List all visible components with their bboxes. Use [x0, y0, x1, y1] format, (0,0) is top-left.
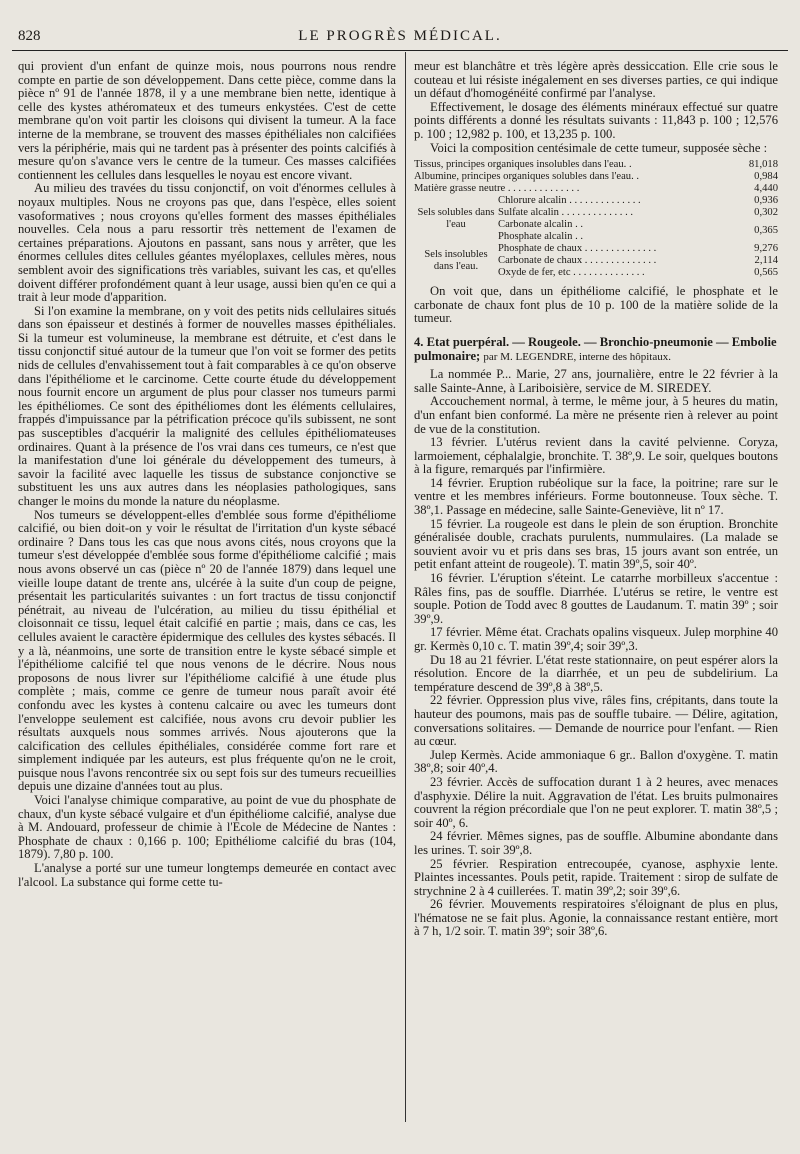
table-cell-label: Chlorure alcalin . . .	[498, 195, 734, 207]
table-cell-value: 0,984	[754, 171, 778, 183]
table-cell-value: 0,565	[754, 267, 778, 279]
paragraph: Effectivement, le dosage des éléments minéraux effectué sur quatre points différents a donné les résultats suivants : 11,843 p. 100 ; 12,576 p. 100 ; 12,982 p. 100, et 13,235 p. 100.	[414, 99, 778, 141]
paragraph: 13 février. L'utérus revient dans la cavité pelvienne. Coryza, larmoiement, céphalalgie, bronchite. T. 38º,9. Le soir, quelques boutons à la figure, remarqués par l'infirmière.	[414, 435, 778, 477]
journal-title: LE PROGRÈS MÉDICAL.	[298, 28, 502, 44]
paragraph: Julep Kermès. Acide ammoniaque 6 gr.. Ballon d'oxygène. T. matin 38º,8; soir 40º,4.	[414, 747, 778, 776]
table-cell-value: 0,302	[754, 207, 778, 219]
table-cell-label: Sulfate alcalin . . .	[498, 207, 734, 219]
table-cell-label: Phosphate alcalin . .	[498, 231, 584, 243]
right-column	[414, 60, 778, 939]
table-group-label: Sels insolubles dans l'eau.	[424, 249, 488, 273]
paragraph: meur est blanchâtre et très légère après dessiccation. Elle crie sous le couteau et lui résiste inégalement en ses diverses parties, ce qui indique un défaut d'homogénéité confirmé par l'analyse.	[414, 59, 778, 101]
table-row	[414, 195, 778, 207]
paragraph: 23 février. Accès de suffocation durant 1 à 2 heures, avec menaces d'asphyxie. Délire la nuit. Aggravation de l'état. Les bruits pulmonaires couvrent la région précordiale que l'on ne peut explorer. T. matin 38º,5 ; soir 40º, 6.	[414, 774, 778, 830]
table-row	[414, 171, 778, 183]
paragraph: 26 février. Mouvements respiratoires s'éloignant de plus en plus, l'hématose ne se fait plus. Agonie, la connaissance restant entière, mort à 7 h, 1/2 soir. T. matin 39º; soir 38º,6.	[414, 897, 778, 939]
paragraph: L'analyse a porté sur une tumeur longtemps demeurée en contact avec l'alcool. La substance qui forme cette tu-	[18, 861, 396, 889]
table-cell-label: Phosphate de chaux . . .	[498, 243, 734, 255]
table-cell-value: 0,936	[754, 195, 778, 207]
composition-table	[414, 159, 778, 279]
table-cell-label: Oxyde de fer, etc . . .	[498, 267, 734, 279]
paragraph: Accouchement normal, à terme, le même jour, à 5 heures du matin, d'un enfant bien conformé. La mère ne présente rien à relever au point de vue de la constitution.	[414, 394, 778, 436]
paragraph: On voit que, dans un épithéliome calcifié, le phosphate et le carbonate de chaux font plus de 10 p. 100 de la matière solide de la tumeur.	[414, 284, 778, 326]
page-number: 828	[18, 28, 41, 44]
column-divider	[405, 52, 406, 1122]
paragraph: 16 février. L'éruption s'éteint. Le catarrhe morbilleux s'accentue : Râles fins, pas de souffle. Diarrhée. L'utérus se retire, le ventre est souple. Potion de Todd avec 8 gouttes de Laudanum. T. matin 39º ; soir 39º,9.	[414, 571, 778, 626]
table-cell-label: Tissus, principes organiques insolubles dans l'eau. .	[414, 159, 632, 171]
paragraph: La nommée P... Marie, 27 ans, journalière, entre le 22 février à la salle Sainte-Anne, à Lariboisière, service de M. SIREDEY.	[414, 367, 778, 395]
table-cell-value: 2,114	[754, 255, 778, 267]
paragraph: Voici la composition centésimale de cette tumeur, supposée sèche :	[430, 140, 768, 155]
table-cell-value: 81,018	[748, 159, 778, 171]
paragraph: 15 février. La rougeole est dans le plein de son éruption. Bronchite généralisée double, crachats purulents, nummulaires. (La malade se souvient avoir vu et pris dans ses bras, 15 jours avant son entrée, un petit enfant atteint de rougeole). T. matin 39º,5, soir 40º.	[414, 516, 778, 572]
paragraph: Nos tumeurs se développent-elles d'emblée sous forme d'épithéliome calcifié, ou bien doit-on y voir le résultat de l'irritation d'un kyste sébacé ordinaire ? Dans tous les cas que nous avons cités, nous croyons que la tumeur s'est développée d'emblée sous forme d'épithéliome calcifié ; mais nous avons observé un cas (pièce nº 20 de l'année 1879) dans lequel une vieille loupe datant de trente ans, ulcérée à la suite d'un coup de peigne, présentait les particularités suivantes : un fort tractus de tissu conjonctif pénétrait, au niveau de l'ulcération, au milieu du tissu épithélial et cloisonnait ce tissu, lequel était calcifié en partie ; mais, dans ce cas, les cellules avaient le caractère épidermique des cellules des kystes sébacés. Il y a là, néanmoins, une sorte de transition entre le kyste sébacé simple et l'épithéliome calcifié tel que nous venons de le décrire. Nous nous proposons de nous livrer sur l'épithéliome calcifié à une étude plus complète ; mais, comme ce genre de tumeur nous paraît avoir été confondu avec les kystes à contenu calcaire ou avec les tumeurs dont l'enveloppe seulement est calcifiée, nous avons cru devoir publier les résultats auxquels nous sommes arrivés. Nous ajouterons que la calcification des cellules épithéliales, considérée comme fort rare et simplement indiquée par les auteurs, est plus fréquente qu'on ne le croit, puisque nous l'avons rencontrée six ou sept fois sur des tumeurs recueillies depuis une dizaine d'années tout au plus.	[18, 507, 396, 794]
paragraph: 17 février. Même état. Crachats opalins visqueux. Julep morphine 40 gr. Kermès 0,10 c. T. matin 39º,4; soir 39º,3.	[414, 625, 778, 653]
table-cell-value: 4,440	[754, 183, 778, 195]
article-author: par M. LEGENDRE, interne des hôpitaux.	[483, 350, 671, 363]
paragraph: 22 février. Oppression plus vive, râles fins, crépitants, dans toute la hauteur des poumons, mais pas de souffle tubaire. — Délire, agitation, conversations solitaires. — Demande de nourrice pour l'enfant. — Rien au cœur.	[414, 693, 778, 749]
table-cell-label: Albumine, principes organiques solubles dans l'eau. .	[414, 171, 640, 183]
table-row	[414, 243, 778, 255]
article-heading	[414, 336, 778, 364]
table-group-label: Sels solubles dans l'eau	[417, 207, 495, 231]
table-cell-value: 9,276	[754, 243, 778, 255]
left-column	[18, 60, 396, 889]
paragraph: 14 février. Eruption rubéolique sur la face, la poitrine; rare sur le ventre et les membres inférieurs. Forme boutonneuse. Toux sèche. T. 38º,1. Passage en médecine, salle Sainte-Geneviève, lit nº 17.	[414, 475, 778, 518]
paragraph: 25 février. Respiration entrecoupée, cyanose, asphyxie lente. Plaintes incessantes. Pouls petit, rapide. Traitement : sirop de sulfate de strychnine 2 à 4 cuillerées. T. matin 39º,2; soir 39º,6.	[414, 856, 778, 898]
table-cell-label: Carbonate alcalin . .	[498, 219, 584, 231]
table-row	[414, 159, 778, 171]
paragraph: Du 18 au 21 février. L'état reste stationnaire, on peut espérer alors la résolution. Encore de la diarrhée, et un peu de subdelirium. La température descend de 39º,8 à 38º,5.	[414, 652, 778, 694]
paragraph: Au milieu des travées du tissu conjonctif, on voit d'énormes cellules à noyaux multiples. Nous ne croyons pas que, dans l'espèce, elles soient vasoformatives ; nous croyons qu'elles forment des masses épithéliales nouvelles. Cela nous a paru ressortir très nettement de l'examen de certaines préparations. Ajoutons en passant, sans nous y arrêter, que les énormes cellules dites cellules géantes myéloplaxes, cellules mères, nous semblent avoir des significations très variables, suivant les cas, et qu'elles doivent différer profondément quant à leur usage, aussi bien qu'en ce qui a trait à leur mode d'apparition.	[18, 181, 396, 305]
article-title: 4. Etat puerpéral. — Rougeole. — Bronchio-pneumonie — Embolie pulmonaire;	[414, 334, 777, 363]
table-cell-label: Matière grasse neutre . . .	[414, 183, 734, 195]
paragraph: qui provient d'un enfant de quinze mois, nous pourrons nous rendre compte en partie de son développement. Dans cette pièce, comme dans la pièce nº 91 de l'année 1878, il y a une membrane bien nette, identique à celle des kystes athéromateux et des tumeurs enkystées. C'est de cette membrane qu'on voit partir les cloisons qui divisent la tumeur. A la face interne de la membrane, se trouvent des masses épithéliales non calcifiées vers la périphérie, mais qui ne tardent pas à présenter des points calcifiés à mesure qu'on s'avance vers le centre de la tumeur. Ces masses calcifiées contiennent les cellules dans lesquelles le noyau est encore vivant.	[18, 59, 396, 182]
paragraph: Voici l'analyse chimique comparative, au point de vue du phosphate de chaux, d'un kyste sébacé vulgaire et d'un épithéliome calcifié, analyse due à M. Andouard, professeur de chimie à l'Ecole de Médecine de Nantes : Phosphate de chaux : 0,166 p. 100; Epithéliome calcifié du bras (104, 1879). 7,80 p. 100.	[18, 793, 396, 862]
table-cell-label: Carbonate de chaux . . .	[498, 255, 734, 267]
table-cell-value: 0,365	[754, 225, 778, 237]
paragraph: Si l'on examine la membrane, on y voit des petits nids cellulaires situés dans son épaisseur et destinés à former de nouvelles masses épithéliales. Si la tumeur est volumineuse, la membrane est détruite, et c'est dans le tissu conjonctif situé autour de la tumeur que l'on voit se former des petits nids de cellules d'envahissement tout à fait comparables à ce qu'on observe dans l'épithéliome et le carcinome. Cette courte étude du développement nous fournit encore un argument de plus pour classer nos tumeurs parmi les épithéliomes. Ce sont des épithéliomes dont les éléments cellulaires, frappés d'impuissance par la pétrification précoce qu'ils subissent, ne sont pas susceptibles d'acquérir la malignité des cellules épithéliomateuses ordinaires. Quant à la présence de l'os vrai dans ces tumeurs, ce n'est que la manifestation d'une loi générale du développement des tumeurs, à savoir la facilité avec laquelle les tissus de substance conjonctive se substituent les uns aux autres dans les néoplasies pathologiques, sans changer le moins du monde la nature du néoplasme.	[18, 303, 396, 508]
page-header	[12, 26, 788, 51]
table-row	[414, 183, 778, 195]
paragraph: 24 février. Mêmes signes, pas de souffle. Albumine abondante dans les urines. T. soir 39º,8.	[414, 829, 778, 857]
